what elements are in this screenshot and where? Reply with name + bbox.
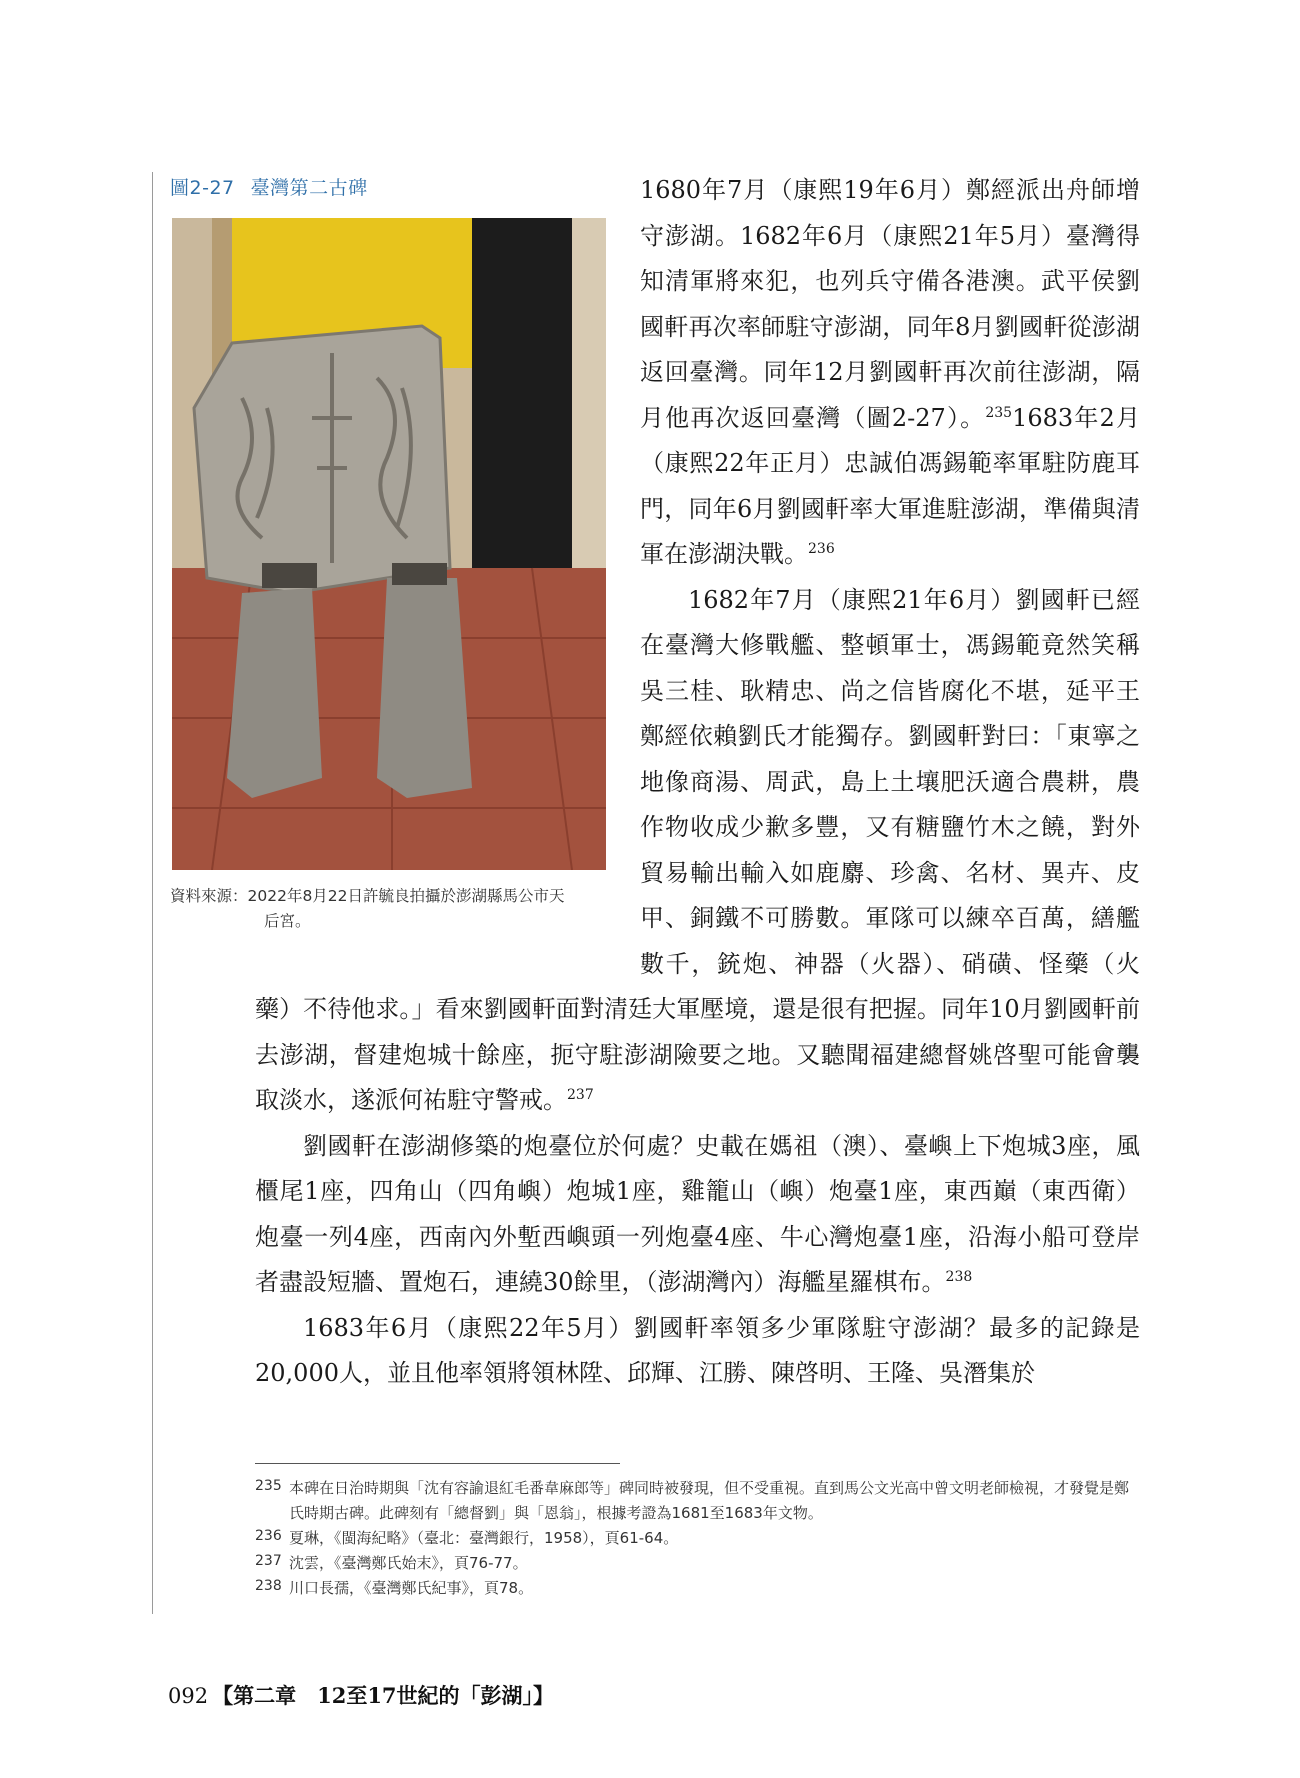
- footnote-237: [255, 1551, 1140, 1576]
- footnote-mark: 237: [255, 1553, 282, 1569]
- footnote-rule: [255, 1463, 620, 1464]
- footnote-ref-237[interactable]: 237: [567, 1087, 594, 1103]
- footnote-text: 夏琳，《閩海紀略》（臺北：臺灣銀行，1958），頁61-64。: [289, 1529, 679, 1547]
- footnote-ref-238[interactable]: 238: [945, 1269, 973, 1285]
- footnote-text: 川口長孺，《臺灣鄭氏紀事》，頁78。: [289, 1579, 534, 1597]
- main-text: [255, 168, 1140, 1397]
- footnote-text: 本碑在日治時期與「沈有容諭退紅毛番韋麻郎等」碑同時被發現，但不受重視。直到馬公文光高中曾文明老師檢視，才發覺是鄭氏時期古碑。此碑刻有「總督劉」與「恩翁」，根據考證為1681至1683年文物。: [289, 1479, 1130, 1522]
- footnote-235: [255, 1476, 1140, 1526]
- paragraph-3: [255, 1124, 1140, 1306]
- left-margin-rule: [152, 172, 153, 1614]
- footnotes: [255, 1476, 1140, 1601]
- footnote-ref-236[interactable]: 236: [808, 541, 835, 557]
- paragraph-1-part-a: 1680年7月（康熙19年6月）鄭經派出舟師增守澎湖。1682年6月（康熙21年5月）臺灣得知清軍將來犯，也列兵守備各港澳。武平侯劉國軒再次率師駐守澎湖，同年8月劉國軒從澎湖返回臺灣。同年12月劉國軒再次前往澎湖，隔月他再次返回臺灣（圖2-27）。: [640, 176, 1140, 432]
- footnote-mark: 238: [255, 1578, 282, 1594]
- paragraph-3-text: 劉國軒在澎湖修築的炮臺位於何處？史載在媽祖（澳）、臺嶼上下炮城3座，風櫃尾1座，四角山（四角嶼）炮城1座，雞籠山（嶼）炮臺1座，東西巔（東西衛）炮臺一列4座，西南內外塹西嶼頭一列炮臺4座、牛心灣炮臺1座，沿海小船可登岸者盡設短牆、置炮石，連繞30餘里，（澎湖灣內）海艦星羅棋布。: [255, 1131, 1140, 1296]
- footnote-mark: 235: [255, 1478, 282, 1494]
- footnote-mark: 236: [255, 1528, 282, 1544]
- footnote-238: [255, 1576, 1140, 1601]
- figure-source-line2: 后宮。: [264, 912, 311, 930]
- page-number: 092: [168, 1684, 209, 1708]
- figure-number: 圖2-27: [170, 177, 235, 199]
- footnote-text: 沈雲，《臺灣鄭氏始末》，頁76-77。: [289, 1554, 528, 1572]
- page-footer: [168, 1680, 554, 1710]
- figure-title: 臺灣第二古碑: [250, 177, 368, 199]
- paragraph-1-part-b: 1683年2月（康熙22年正月）忠誠伯馮錫範率軍駐防鹿耳門，同年6月劉國軒率大軍進駐澎湖，準備與清軍在澎湖決戰。: [640, 403, 1140, 568]
- figure-source-line1: 資料來源：2022年8月22日許毓良拍攝於澎湖縣馬公市天: [170, 887, 565, 905]
- paragraph-4: [255, 1306, 1140, 1397]
- chapter-title: 【第二章 12至17世紀的「彭湖」】: [212, 1683, 555, 1708]
- footnote-236: [255, 1526, 1140, 1551]
- paragraph-2-text: 1682年7月（康熙21年6月）劉國軒已經在臺灣大修戰艦、整頓軍士，馮錫範竟然笑稱吳三桂、耿精忠、尚之信皆腐化不堪，延平王鄭經依賴劉氏才能獨存。劉國軒對曰：「東寧之地像商湯、周武，島上土壤肥沃適合農耕，農作物收成少歉多豐，又有糖鹽竹木之饒，對外貿易輸出輸入如鹿麝、珍禽、名材、異卉、皮甲、銅鐵不可勝數。軍隊可以練卒百萬，繕艦數千，銃炮、神器（火器）、硝磺、怪藥（火藥）不待他求。」看來劉國軒面對清廷大軍壓境，還是很有把握。同年10月劉國軒前去澎湖，督建炮城十餘座，扼守駐澎湖險要之地。又聽聞福建總督姚啓聖可能會襲取淡水，遂派何祐駐守警戒。: [255, 585, 1140, 1114]
- figure-float-space: [255, 168, 640, 964]
- footnote-ref-235[interactable]: 235: [985, 404, 1013, 421]
- paragraph-4-text: 1683年6月（康熙22年5月）劉國軒率領多少軍隊駐守澎湖？最多的記錄是20,000人，並且他率領將領林陞、邱輝、江勝、陳啓明、王隆、吳潛集於: [255, 1313, 1140, 1387]
